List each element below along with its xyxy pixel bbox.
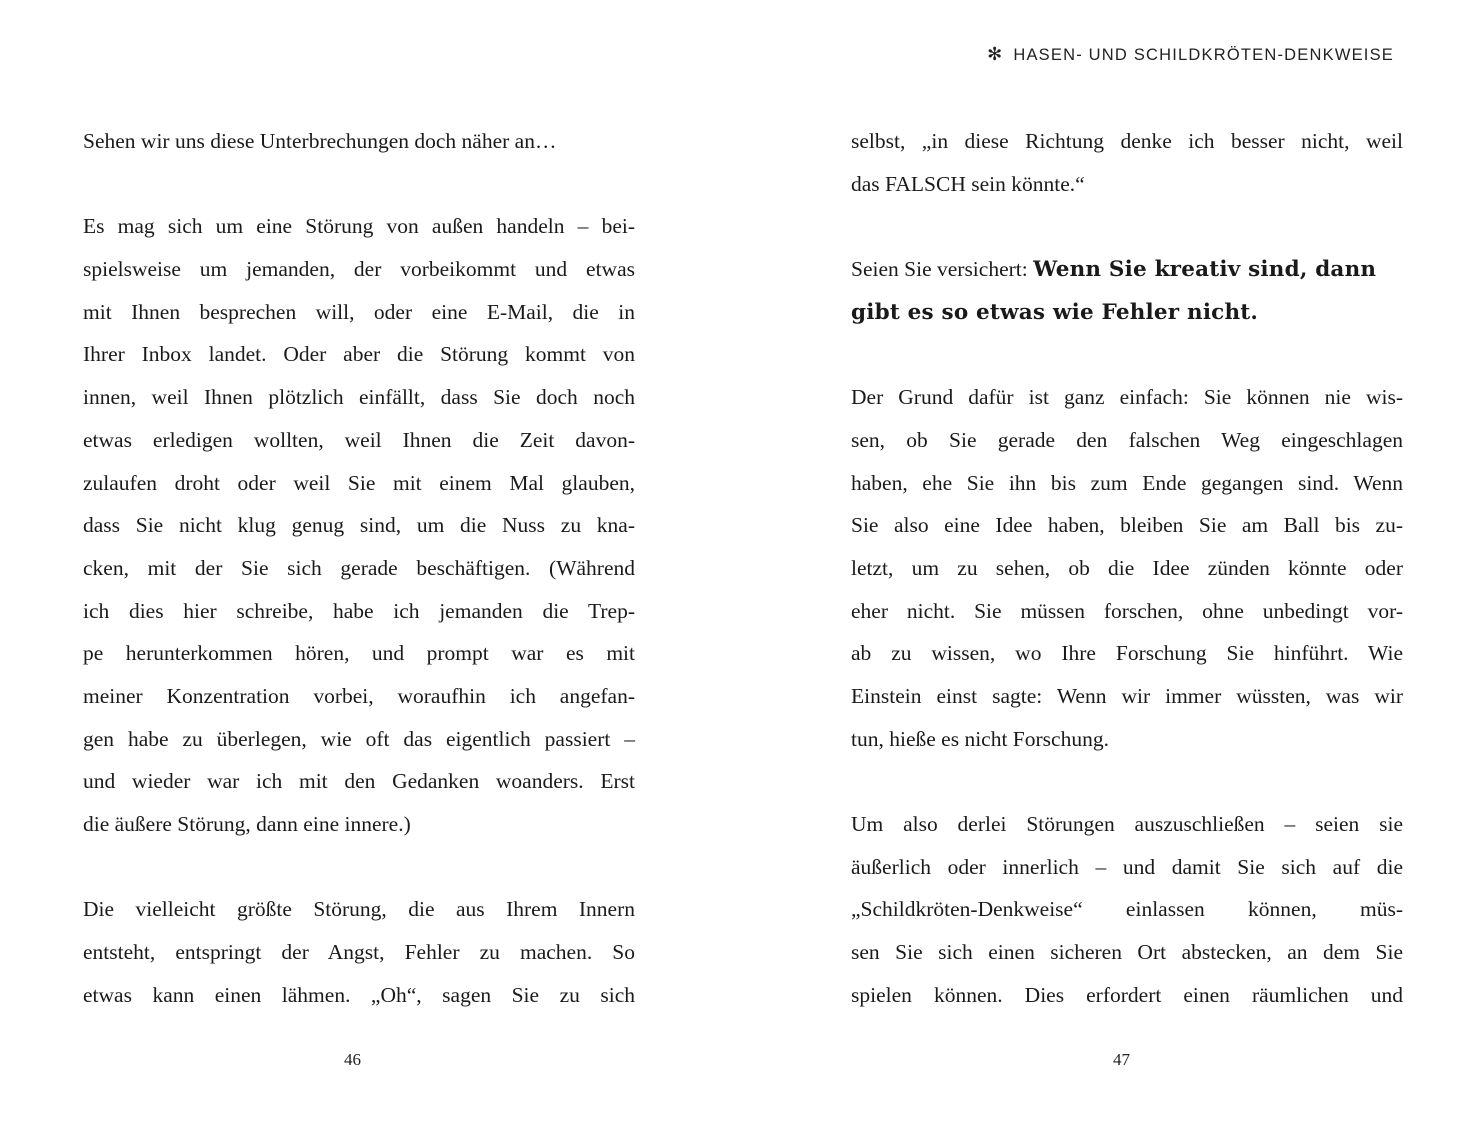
paragraph-gap <box>851 333 1403 376</box>
text-line: sen Sie sich einen sicheren Ort abstecken, an dem Sie <box>851 940 1403 965</box>
text-line: Sehen wir uns diese Unterbrechungen doch näher an… <box>83 129 557 153</box>
text-line: Ihrer Inbox landet. Oder aber die Störung kommt von <box>83 342 635 367</box>
text-line: pe herunterkommen hören, und prompt war es mit <box>83 641 635 666</box>
text-line: die äußere Störung, dann eine innere.) <box>83 812 411 836</box>
text-line: das FALSCH sein könnte.“ <box>851 171 1085 196</box>
emphasis-intro: Seien Sie versichert: <box>851 257 1034 282</box>
paragraph-gap <box>851 205 1403 248</box>
asterisk-icon: ✻ <box>987 44 1004 64</box>
paragraph-gap <box>83 846 635 889</box>
text-line: Es mag sich um eine Störung von außen handeln – bei- <box>83 214 635 239</box>
text-line: cken, mit der Sie sich gerade beschäftigen. (Während <box>83 555 635 580</box>
running-header <box>987 44 1394 65</box>
text-line: zulaufen droht oder weil Sie mit einem Mal glauben, <box>83 470 635 495</box>
text-line: gen habe zu überlegen, wie oft das eigentlich passiert – <box>83 726 635 751</box>
text-line: Die vielleicht größte Störung, die aus Ihrem Innern <box>83 897 635 922</box>
page-number-left: 46 <box>344 1050 361 1069</box>
text-line: selbst, „in diese Richtung denke ich besser nicht, weil <box>851 129 1403 153</box>
text-line: Der Grund dafür ist ganz einfach: Sie können nie wis- <box>851 385 1403 410</box>
text-line: mit Ihnen besprechen will, oder eine E-Mail, die in <box>83 299 635 324</box>
text-line: eher nicht. Sie müssen forschen, ohne unbedingt vor- <box>851 598 1403 623</box>
text-line: ab zu wissen, wo Ihre Forschung Sie hinführt. Wie <box>851 641 1403 666</box>
text-line: spielsweise um jemanden, der vorbeikommt und etwas <box>83 257 635 282</box>
text-line: meiner Konzentration vorbei, woraufhin ich angefan- <box>83 683 635 708</box>
emphasis-line <box>851 248 1403 291</box>
text-line: entsteht, entspringt der Angst, Fehler zu machen. So <box>83 940 635 965</box>
text-line: und wieder war ich mit den Gedanken woanders. Erst <box>83 769 635 794</box>
text-line: ich dies hier schreibe, habe ich jemanden die Trep- <box>83 598 635 623</box>
left-page <box>83 120 635 1016</box>
emphasis-bold-text: Wenn Sie kreativ sind, dann <box>1033 257 1377 283</box>
running-header-title: HASEN- UND SCHILDKRÖTEN-DENKWEISE <box>1013 46 1394 64</box>
text-line: „Schildkröten-Denkweise“ einlassen können, müs- <box>851 897 1403 922</box>
text-line: etwas kann einen lähmen. „Oh“, sagen Sie zu sich <box>83 982 635 1007</box>
text-line: haben, ehe Sie ihn bis zum Ende gegangen sind. Wenn <box>851 470 1403 495</box>
emphasis-line <box>851 291 1403 334</box>
text-line: sen, ob Sie gerade den falschen Weg eingeschlagen <box>851 427 1403 452</box>
right-page <box>851 120 1403 1016</box>
text-line: innen, weil Ihnen plötzlich einfällt, dass Sie doch noch <box>83 385 635 410</box>
text-line: Um also derlei Störungen auszuschließen – seien sie <box>851 812 1403 836</box>
text-line: Einstein einst sagte: Wenn wir immer wüssten, was wir <box>851 683 1403 708</box>
text-line: dass Sie nicht klug genug sind, um die Nuss zu kna- <box>83 513 635 538</box>
paragraph-gap <box>83 163 635 206</box>
text-line: äußerlich oder innerlich – und damit Sie sich auf die <box>851 854 1403 879</box>
text-line: tun, hieße es nicht Forschung. <box>851 726 1109 751</box>
paragraph-gap <box>851 760 1403 803</box>
text-line: spielen können. Dies erfordert einen räumlichen und <box>851 982 1403 1007</box>
emphasis-bold-text: gibt es so etwas wie Fehler nicht. <box>851 299 1259 325</box>
page-number-right: 47 <box>1113 1050 1130 1069</box>
text-line: letzt, um zu sehen, ob die Idee zünden könnte oder <box>851 555 1403 580</box>
text-line: etwas erledigen wollten, weil Ihnen die Zeit davon- <box>83 427 635 452</box>
text-line: Sie also eine Idee haben, bleiben Sie am Ball bis zu- <box>851 513 1403 538</box>
